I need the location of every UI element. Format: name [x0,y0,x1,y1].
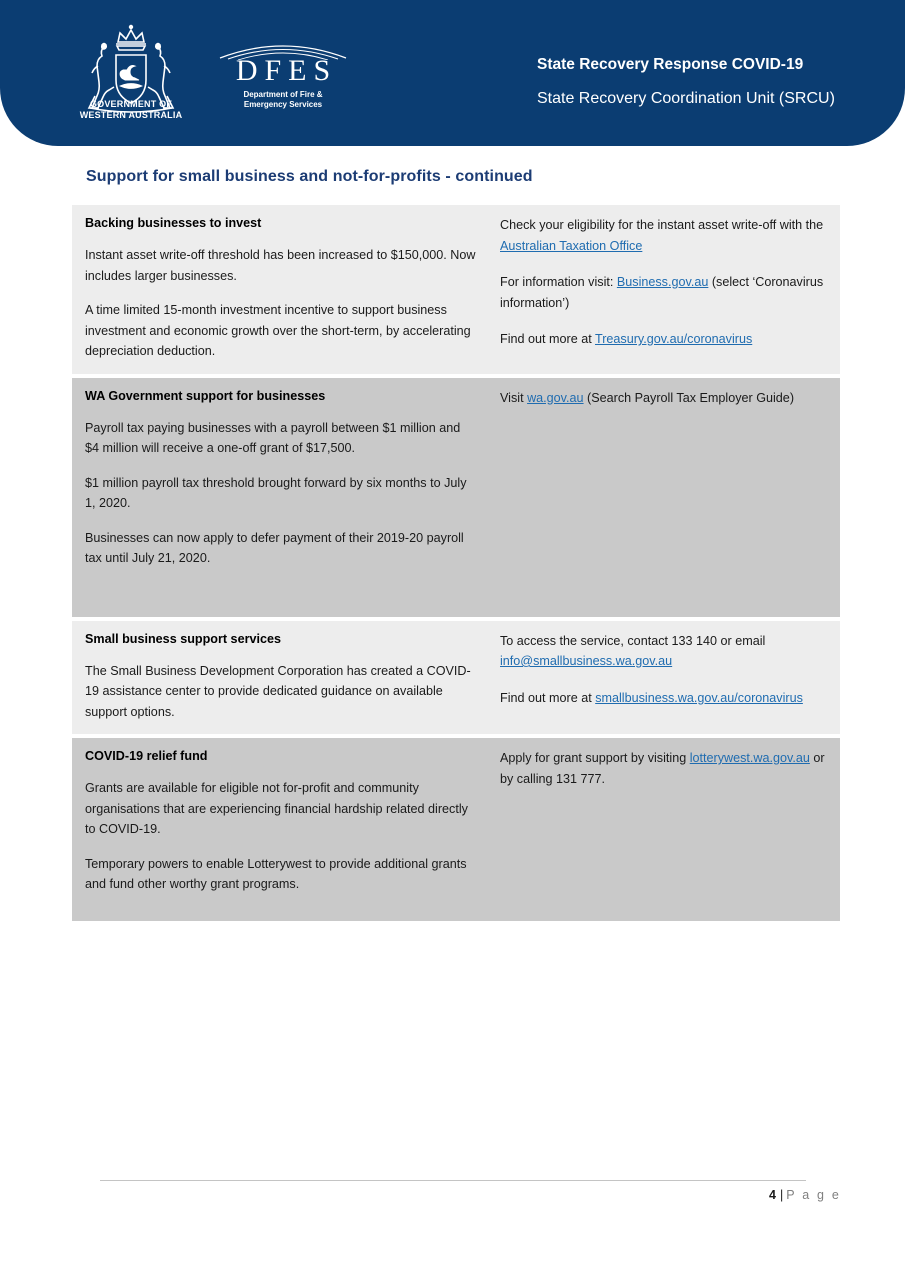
details-paragraph [500,272,830,313]
smallbusiness-email-link[interactable]: info@smallbusiness.wa.gov.au [500,654,673,668]
dfes-wordmark: DFES [235,54,338,87]
crest-caption [62,99,200,121]
details-paragraph [500,388,830,409]
measure-paragraph: The Small Business Development Corporation has created a COVID-19 assistance center to provide dedicated guidance on available support options. [85,663,471,719]
details-text: (select ‘Coronavirus information’) [500,275,824,310]
details-text: Find out more at [500,332,595,346]
lotterywest-link[interactable]: lotterywest.wa.gov.au [689,751,810,765]
wa-gov-au-link[interactable]: wa.gov.au [527,390,584,405]
details-text: To access the service, contact 133 140 or email [500,633,766,648]
details-text: or by calling 131 777. [500,751,825,786]
measure-paragraph: A time limited 15-month investment incentive to support business investment and economic growth over the short-term, by accelerating depreciation deduction. [85,303,471,358]
dfes-logo-icon [218,38,348,116]
measure-paragraph: Instant asset write-off threshold has been increased to $150,000. Now includes larger businesses. [85,248,476,283]
table-row [72,378,840,617]
page-number: 4 [769,1188,776,1202]
header-title-sub: State Recovery Coordination Unit (SRCU) [537,90,835,107]
dfes-subtitle-line1: Department of Fire & [243,90,323,99]
support-measures-table [72,205,840,925]
treasury-coronavirus-link[interactable]: Treasury.gov.au/coronavirus [594,332,753,346]
table-cell-measure [72,205,488,374]
details-paragraph [500,215,830,256]
measure-paragraph: $1 million payroll tax threshold brought forward by six months to July 1, 2020. [85,475,467,510]
measure-heading: COVID-19 relief fund [85,749,208,763]
details-text: Apply for grant support by visiting [500,751,690,765]
header-title-main: State Recovery Response COVID-19 [537,56,804,73]
footer-page-number [769,1188,841,1202]
table-row [72,621,840,735]
header-titles [537,55,877,111]
table-cell-measure [72,738,488,921]
table-cell-measure [72,621,488,735]
details-text: Find out more at [500,690,596,705]
table-row [72,738,840,921]
table-row [72,205,840,374]
details-paragraph [500,748,830,789]
details-text: (Search Payroll Tax Employer Guide) [583,390,795,405]
measure-paragraph: Temporary powers to enable Lotterywest to provide additional grants and fund other worthy grant programs. [85,856,467,891]
details-paragraph [500,329,830,350]
page-title: Support for small business and not-for-profits - continued [86,168,533,185]
dfes-subtitle-line2: Emergency Services [243,99,323,109]
table-cell-details [488,738,840,921]
table-cell-details [488,378,840,617]
header-banner [0,0,905,146]
details-paragraph [500,631,830,672]
australian-taxation-office-link[interactable]: Australian Taxation Office [500,238,643,253]
details-paragraph [500,688,830,709]
measure-paragraph: Payroll tax paying businesses with a payroll between $1 million and $4 million will receive a one-off grant of $17,500. [85,420,461,455]
footer-divider [100,1180,806,1181]
page-separator: | [779,1188,784,1202]
table-cell-measure [72,378,488,617]
smallbusiness-coronavirus-link[interactable]: smallbusiness.wa.gov.au/coronavirus [595,690,803,705]
table-cell-details [488,621,840,735]
dfes-subtitle [218,90,348,109]
measure-heading: Small business support services [85,631,281,646]
table-cell-details [488,205,840,374]
page-label: P a g e [786,1188,841,1202]
crest-caption-line2: WESTERN AUSTRALIA [79,110,183,120]
crest-caption-line1: GOVERNMENT OF [89,99,173,109]
details-text: For information visit: [500,275,617,289]
details-text: Visit [500,390,528,405]
measure-heading: Backing businesses to invest [85,216,262,230]
measure-heading: WA Government support for businesses [85,388,326,403]
measure-paragraph: Businesses can now apply to defer payment of their 2019-20 payroll tax until July 21, 2020. [85,530,464,565]
measure-paragraph: Grants are available for eligible not for-profit and community organisations that are experiencing financial hardship related directly to COVID-19. [85,781,468,836]
details-text: Check your eligibility for the instant asset write-off with the [500,218,824,232]
business-gov-au-link[interactable]: Business.gov.au [616,275,709,289]
